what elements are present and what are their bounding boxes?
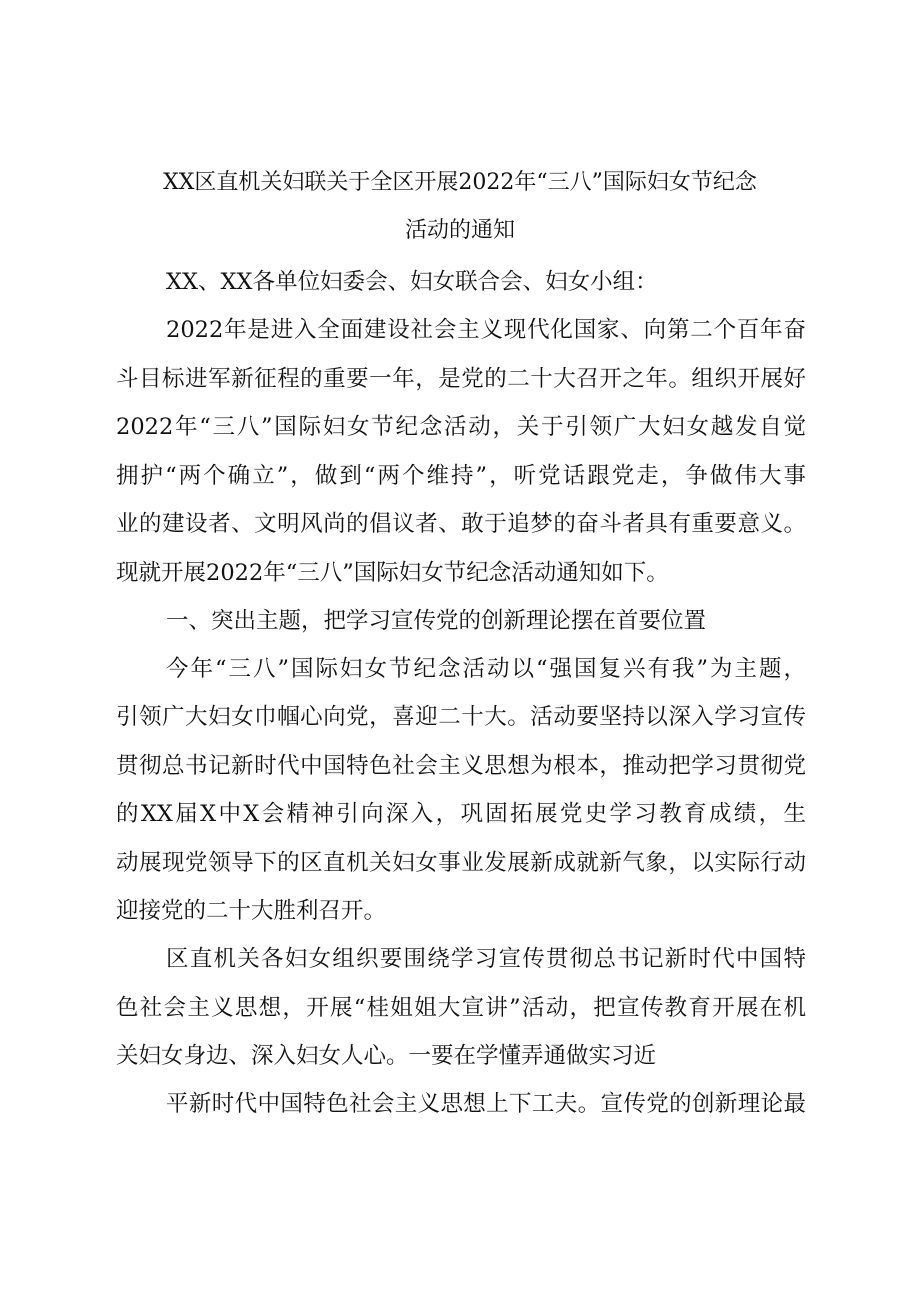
paragraph-3-line: 区直机关各妇女组织要围绕学习宣传贯彻总书记新时代中国特 [166, 946, 806, 972]
paragraph-1-line: 2022年是进入全面建设社会主义现代化国家、向第二个百年奋 [166, 317, 806, 343]
paragraph-1-line: 业的建设者、文明风尚的倡议者、敢于追梦的奋斗者具有重要意义。 [116, 511, 806, 537]
paragraph-2-line: 贯彻总书记新时代中国特色社会主义思想为根本，推动把学习贯彻党 [116, 753, 806, 779]
paragraph-4-line: 平新时代中国特色社会主义思想上下工夫。宣传党的创新理论最 [166, 1091, 806, 1117]
document-title-line-2: 活动的通知 [404, 218, 515, 243]
paragraph-2-line: 迎接党的二十大胜利召开。 [116, 898, 387, 924]
paragraph-1-line: 现就开展2022年“三八”国际妇女节纪念活动通知如下。 [116, 560, 669, 586]
paragraph-2-line: 动展现党领导下的区直机关妇女事业发展新成就新气象，以实际行动 [116, 850, 806, 876]
paragraph-3-line: 色社会主义思想，开展“桂姐姐大宣讲”活动，把宣传教育开展在机 [116, 995, 806, 1021]
paragraph-2-line: 引领广大妇女巾帼心向党，喜迎二十大。活动要坚持以深入学习宣传 [116, 704, 806, 730]
paragraph-1-line: 2022年“三八”国际妇女节纪念活动，关于引领广大妇女越发自觉 [116, 414, 806, 440]
salutation: XX、XX各单位妇委会、妇女联合会、妇女小组： [166, 269, 658, 295]
section-heading-1: 一、突出主题，把学习宣传党的创新理论摆在首要位置 [166, 608, 707, 634]
paragraph-3-line: 关妇女身边、深入妇女人心。一要在学懂弄通做实习近 [116, 1043, 657, 1069]
paragraph-2-line: 的XX届X中X会精神引向深入，巩固拓展党史学习教育成绩，生 [116, 801, 806, 827]
paragraph-1-line: 拥护“两个确立”，做到“两个维持”，听党话跟党走，争做伟大事 [116, 463, 806, 489]
document-title-line-1: XX区直机关妇联关于全区开展2022年“三八”国际妇女节纪念 [163, 170, 757, 195]
paragraph-2-line: 今年“三八”国际妇女节纪念活动以“强国复兴有我”为主题， [166, 656, 806, 682]
paragraph-1-line: 斗目标进军新征程的重要一年，是党的二十大召开之年。组织开展好 [116, 366, 806, 392]
